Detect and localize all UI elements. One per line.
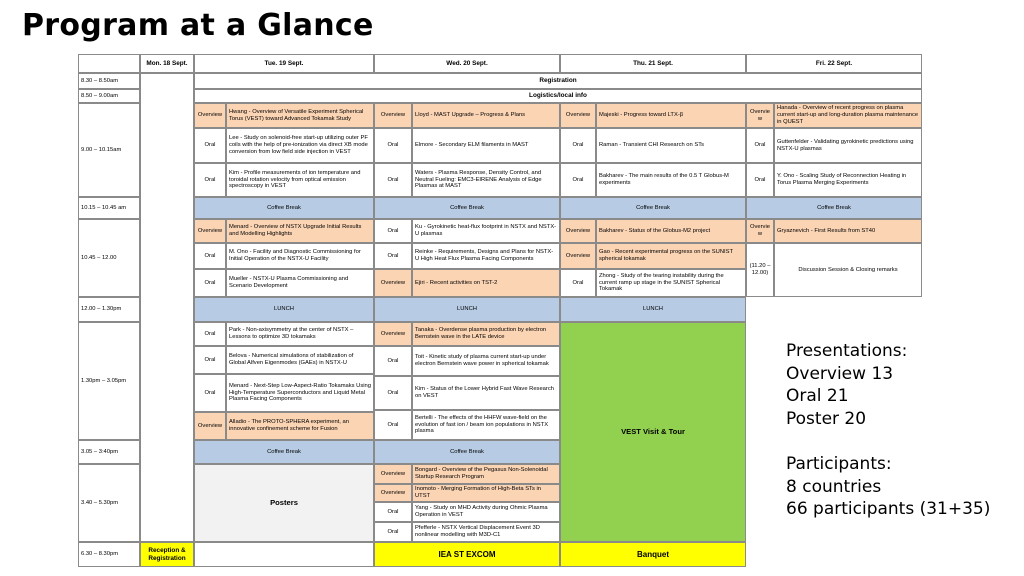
- type-oral: Oral: [194, 322, 226, 346]
- overview-count: Overview 13: [786, 363, 894, 384]
- discussion-session: Discussion Session & Closing remarks: [774, 243, 922, 297]
- type-oral: Oral: [746, 163, 774, 197]
- logistics-row: Logistics/local info: [194, 89, 922, 103]
- wed-talk: Waters - Plasma Response, Density Control, and Neutral Fueling: EMC3-EIRENE Analysis of Edge Plasmas at MAST: [412, 163, 560, 197]
- wed-talk: Reinke - Requirements, Designs and Plans for NSTX-U High Heat Flux Plasma Facing Components: [412, 243, 560, 269]
- type-oral: Oral: [374, 163, 412, 197]
- type-oral: Oral: [746, 128, 774, 163]
- type-overview: Overview: [374, 464, 412, 484]
- type-overview: Overview: [194, 412, 226, 440]
- header-mon: Mon. 18 Sept.: [140, 54, 194, 73]
- header-corner: [78, 54, 140, 73]
- registration-row: Registration: [194, 73, 922, 89]
- tue-talk: Park - Non-axisymmetry at the center of NSTX – Lessons to optimize 3D tokamaks: [226, 322, 374, 346]
- summary-panel: [786, 340, 990, 521]
- time-slot: 9.00 – 10.15am: [78, 103, 140, 197]
- type-oral: Oral: [560, 128, 596, 163]
- type-oral: Oral: [194, 243, 226, 269]
- participants-total: 66 participants (31+35): [786, 499, 991, 519]
- fri-talk: Guttenfelder - Validating gyrokinetic predictions using NSTX-U plasmas: [774, 128, 922, 163]
- posters-session: Posters: [194, 464, 374, 542]
- wed-talk: Yang - Study on MHD Activity during Ohmic Plasma Operation in VEST: [412, 502, 560, 522]
- type-overview: Overview: [560, 219, 596, 243]
- lunch: LUNCH: [374, 297, 560, 322]
- type-overview: Overvie w: [746, 103, 774, 128]
- wed-talk: Lloyd - MAST Upgrade – Progress & Plans: [412, 103, 560, 128]
- monday-empty: [140, 73, 194, 542]
- type-overview: Overview: [374, 269, 412, 297]
- type-oral: Oral: [374, 522, 412, 542]
- header-fri: Fri. 22 Sept.: [746, 54, 922, 73]
- type-overview: Overview: [560, 103, 596, 128]
- type-oral: Oral: [560, 269, 596, 297]
- time-slot: 8.30 – 8.50am: [78, 73, 140, 89]
- banquet: Banquet: [560, 542, 746, 567]
- tue-talk: Mueller - NSTX-U Plasma Commissioning and Scenario Development: [226, 269, 374, 297]
- fri-talk: Gryaznevich - First Results from ST40: [774, 219, 922, 243]
- wed-talk: Toit - Kinetic study of plasma current start-up under electron Bernstein wave power in spherical tokamak: [412, 346, 560, 376]
- tue-talk: M. Ono - Facility and Diagnostic Commissioning for Initial Operation of the NSTX-U Facility: [226, 243, 374, 269]
- fri-talk: Y. Ono - Scaling Study of Reconnection Heating in Torus Plasma Merging Experiments: [774, 163, 922, 197]
- time-slot: 10.45 – 12.00: [78, 219, 140, 297]
- type-overview: Overview: [194, 219, 226, 243]
- type-oral: Oral: [374, 346, 412, 376]
- reception-cell: Reception & Registration: [140, 542, 194, 567]
- type-oral: Oral: [194, 346, 226, 374]
- header-thu: Thu. 21 Sept.: [560, 54, 746, 73]
- tue-talk: Lee - Study on solenoid-free start-up utilizing outer PF coils with the help of pre-ionization via direct XB mode conversion from low field side injection in VEST: [226, 128, 374, 163]
- poster-count: Poster 20: [786, 408, 867, 429]
- type-overview: Overview: [560, 243, 596, 269]
- time-slot: 3.40 – 5.30pm: [78, 464, 140, 542]
- coffee-break: Coffee Break: [374, 197, 560, 219]
- wed-talk: Elmore - Secondary ELM filaments in MAST: [412, 128, 560, 163]
- type-overview: Overview: [194, 103, 226, 128]
- type-oral: Oral: [194, 128, 226, 163]
- thu-talk: Raman - Transient CHI Research on STs: [596, 128, 746, 163]
- tue-talk: Hwang - Overview of Versatile Experiment Spherical Torus (VEST) toward Advanced Tokamak Study: [226, 103, 374, 128]
- thu-talk: Zhong - Study of the tearing instability during the current ramp up stage in the SUNIST Spherical Tokamak: [596, 269, 746, 297]
- header-tue: Tue. 19 Sept.: [194, 54, 374, 73]
- time-slot: 1.30pm – 3.05pm: [78, 322, 140, 440]
- coffee-break: Coffee Break: [746, 197, 922, 219]
- oral-count: Oral 21: [786, 386, 849, 406]
- time-slot: 6.30 – 8.30pm: [78, 542, 140, 567]
- type-overview: Overview: [374, 322, 412, 346]
- type-oral: Oral: [374, 376, 412, 410]
- tue-evening-empty: [194, 542, 374, 567]
- tue-talk: Menard - Overview of NSTX Upgrade Initial Results and Modelling Highlights: [226, 219, 374, 243]
- coffee-break: Coffee Break: [194, 197, 374, 219]
- time-slot: 12.00 – 1.30pm: [78, 297, 140, 322]
- wed-talk: Kim - Status of the Lower Hybrid Fast Wave Research on VEST: [412, 376, 560, 410]
- type-overview: Overview: [374, 103, 412, 128]
- vest-visit-tour: VEST Visit & Tour: [560, 322, 746, 542]
- iea-st-excom: IEA ST EXCOM: [374, 542, 560, 567]
- tue-talk: Alladio - The PROTO-SPHERA experiment, an innovative confinement scheme for Fusion: [226, 412, 374, 440]
- type-oral: Oral: [194, 374, 226, 412]
- thu-talk: Bakharev - Status of the Globus-M2 project: [596, 219, 746, 243]
- type-overview: Overview: [374, 484, 412, 502]
- time-slot: 3.05 – 3:40pm: [78, 440, 140, 464]
- type-oral: Oral: [560, 163, 596, 197]
- type-oral: Oral: [194, 163, 226, 197]
- wed-talk: Tanaka - Overdense plasma production by electron Bernstein wave in the LATE device: [412, 322, 560, 346]
- tue-talk: Belova - Numerical simulations of stabilization of Global Alfven Eigenmodes (GAEs) in NSTX-U: [226, 346, 374, 374]
- participants-heading: Participants:: [786, 454, 892, 474]
- type-oral: Oral: [374, 410, 412, 440]
- page-title: Program at a Glance: [22, 8, 374, 43]
- type-oral: Oral: [374, 128, 412, 163]
- wed-talk: Pfefferle - NSTX Vertical Displacement Event 3D nonlinear modelling with M3D-C1: [412, 522, 560, 542]
- type-oral: Oral: [374, 219, 412, 243]
- time-slot: 8.50 – 9.00am: [78, 89, 140, 103]
- wed-talk: Bongard - Overview of the Pegasus Non-Solenoidal Startup Research Program: [412, 464, 560, 484]
- coffee-break: Coffee Break: [194, 440, 374, 464]
- thu-talk: Majeski - Progress toward LTX-β: [596, 103, 746, 128]
- time-slot: 10.15 – 10.45 am: [78, 197, 140, 219]
- countries-count: 8 countries: [786, 476, 882, 497]
- wed-talk: Inomoto - Merging Formation of High-Beta STs in UTST: [412, 484, 560, 502]
- type-oral: Oral: [374, 502, 412, 522]
- tue-talk: Menard - Next-Step Low-Aspect-Ratio Tokamaks Using High-Temperature Superconductors and Liquid Metal Plasma Facing Components: [226, 374, 374, 412]
- wed-talk: Ejiri - Recent activities on TST-2: [412, 269, 560, 297]
- coffee-break: Coffee Break: [374, 440, 560, 464]
- type-oral: Oral: [374, 243, 412, 269]
- thu-talk: Bakharev - The main results of the 0.5 T Globus-M experiments: [596, 163, 746, 197]
- tue-talk: Kim - Profile measurements of ion temperature and toroidal rotation velocity from optical emission spectroscopy in VEST: [226, 163, 374, 197]
- lunch: LUNCH: [194, 297, 374, 322]
- wed-talk: Bertelli - The effects of the HHFW wave-field on the evolution of fast ion / beam ion populations in NSTX plasma: [412, 410, 560, 440]
- lunch: LUNCH: [560, 297, 746, 322]
- fri-talk: Hanada - Overview of recent progress on plasma current start-up and long-duration plasma maintenance in QUEST: [774, 103, 922, 128]
- fri-session-time: (11.20 – 12.00): [746, 243, 774, 297]
- coffee-break: Coffee Break: [560, 197, 746, 219]
- wed-talk: Ku - Gyrokinetic heat-flux footprint in NSTX and NSTX-U plasmas: [412, 219, 560, 243]
- type-oral: Oral: [194, 269, 226, 297]
- type-overview: Overvie w: [746, 219, 774, 243]
- presentations-heading: Presentations:: [786, 341, 908, 361]
- thu-talk: Gao - Recent experimental progress on the SUNIST spherical tokamak: [596, 243, 746, 269]
- header-wed: Wed. 20 Sept.: [374, 54, 560, 73]
